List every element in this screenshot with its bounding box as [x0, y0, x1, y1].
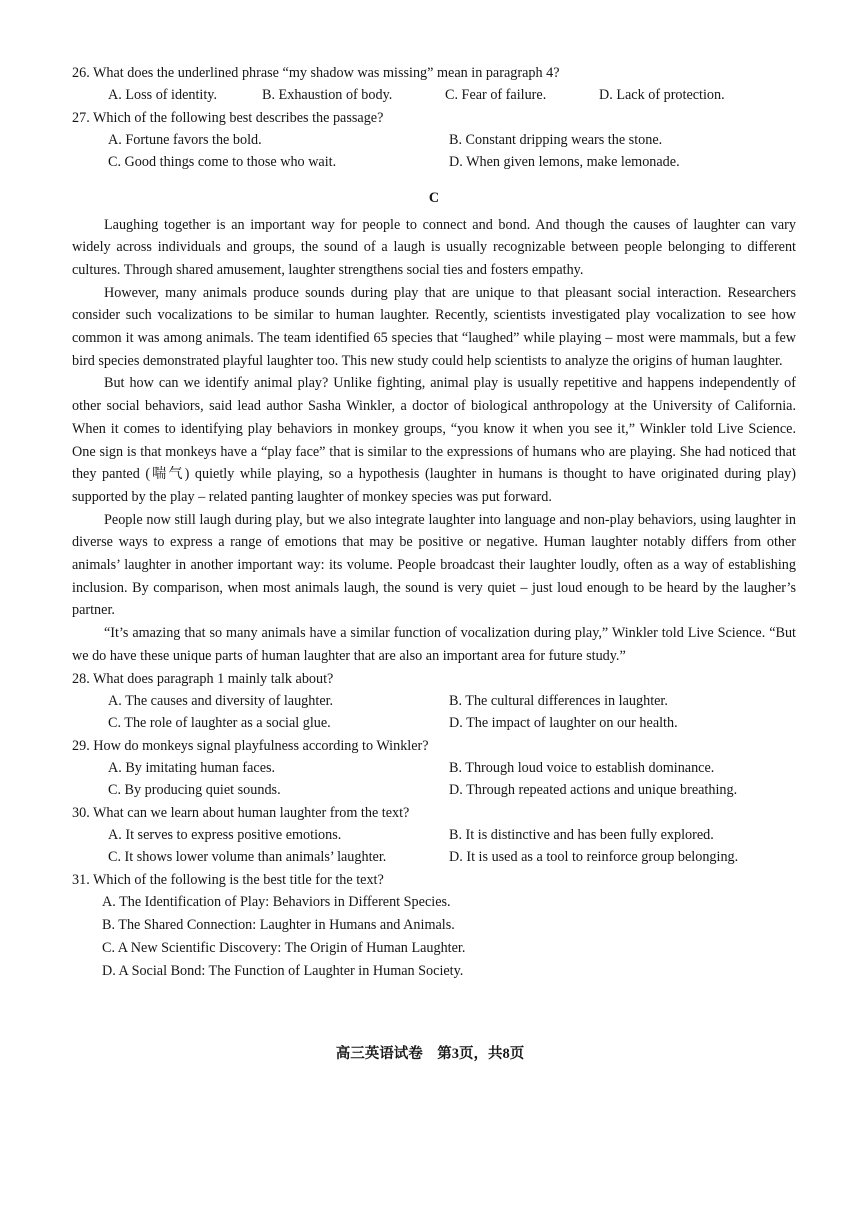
passage-c — [72, 214, 796, 668]
option-d: D. When given lemons, make lemonade. — [449, 154, 680, 170]
option-d: D. Through repeated actions and unique breathing. — [449, 782, 738, 799]
option-a: A. The causes and diversity of laughter. — [108, 692, 334, 709]
page-content — [72, 62, 796, 983]
passage-paragraph: But how can we identify animal play? Unlike fighting, animal play is usually repetitive and happens independently of other social behaviors, said lead author Sasha Winkler, a doctor of biological anthropology at the University of California. When it comes to identifying play behaviors in monkey groups, “you know it when you see it,” Winkler told Live Science. One sign is that monkeys have a “play face” that is similar to the expressions of humans who are playing. She had noticed that they panted (喘气) quietly while playing, so a hypothesis (laughter in humans is thought to have originated during play) supported by the play – related panting laughter of monkey species was put forward. — [72, 375, 796, 505]
passage-paragraph: Laughing together is an important way for people to connect and bond. And though the causes of laughter can vary widely across individuals and groups, the sound of a laugh is usually recognizable between people belonging to different cultures. Through shared amusement, laughter strengthens social ties and fosters empathy. — [72, 216, 796, 278]
option-c: C. It shows lower volume than animals’ laughter. — [108, 849, 387, 866]
options — [72, 690, 796, 735]
option-b: B. Constant dripping wears the stone. — [449, 131, 663, 148]
options — [72, 824, 796, 869]
option-b: B. The cultural differences in laughter. — [449, 692, 668, 709]
option-d: D. Lack of protection. — [599, 87, 725, 103]
options — [72, 757, 796, 802]
option-a: A. It serves to express positive emotions. — [108, 826, 342, 843]
options — [72, 84, 796, 107]
option-a: A. The Identification of Play: Behaviors in Different Species. — [102, 893, 451, 910]
option-b: B. Through loud voice to establish dominance. — [449, 759, 715, 776]
passage-paragraph: “It’s amazing that so many animals have a similar function of vocalization during play,” Winkler told Live Science. “But we do have these unique parts of human laughter that are also an important area for future study.” — [72, 625, 796, 664]
option-d: D. A Social Bond: The Function of Laughter in Human Society. — [102, 962, 464, 979]
question-29 — [72, 735, 796, 802]
option-a: A. Loss of identity. — [108, 87, 218, 103]
option-d: D. It is used as a tool to reinforce group belonging. — [449, 849, 739, 866]
option-c: C. The role of laughter as a social glue. — [108, 715, 331, 732]
question-stem: 27. Which of the following best describes the passage? — [72, 109, 384, 126]
option-a: A. By imitating human faces. — [108, 759, 276, 776]
option-a: A. Fortune favors the bold. — [108, 131, 262, 148]
passage-paragraph: However, many animals produce sounds during play that are unique to that pleasant social interaction. Researchers consider such vocalizations to be similar to human laughter. Recently, scientists investigated play vocalization to see how common it was among animals. The team identified 65 species that “laughed” while playing – most were mammals, but a few bird species demonstrated playful laughter too. This new study could help scientists to analyze the origins of human laughter. — [72, 284, 796, 369]
question-stem: 30. What can we learn about human laughter from the text? — [72, 804, 410, 821]
options — [72, 891, 796, 983]
options — [72, 129, 796, 174]
question-stem: 26. What does the underlined phrase “my shadow was missing” mean in paragraph 4? — [72, 65, 560, 81]
option-c: C. Fear of failure. — [445, 87, 547, 103]
option-d: D. The impact of laughter on our health. — [449, 715, 678, 732]
question-stem: 28. What does paragraph 1 mainly talk about? — [72, 670, 334, 687]
option-b: B. The Shared Connection: Laughter in Humans and Animals. — [102, 916, 455, 933]
option-b: B. It is distinctive and has been fully explored. — [449, 826, 714, 843]
option-c: C. Good things come to those who wait. — [108, 154, 337, 170]
question-28 — [72, 668, 796, 735]
page-footer: 高三英语试卷 第3页，共8页 — [335, 1046, 525, 1062]
question-31 — [72, 869, 796, 983]
question-27 — [72, 107, 796, 174]
question-stem: 29. How do monkeys signal playfulness according to Winkler? — [72, 737, 429, 754]
option-c: C. By producing quiet sounds. — [108, 782, 281, 799]
question-26 — [72, 62, 796, 107]
passage-paragraph: People now still laugh during play, but we also integrate laughter into language and non-play behaviors, using laughter in diverse ways to express a range of emotions that may be positive or negative. Human laughter notably differs from other animals’ laughter in another important way: its volume. People broadcast their laughter loudly, often as a way of establishing inclusion. By comparison, when most animals laugh, the sound is very quiet – just loud enough to be heard by the laugher’s partner. — [72, 511, 796, 619]
option-c: C. A New Scientific Discovery: The Origin of Human Laughter. — [102, 939, 466, 956]
option-b: B. Exhaustion of body. — [262, 87, 393, 103]
question-stem: 31. Which of the following is the best title for the text? — [72, 871, 384, 888]
question-30 — [72, 802, 796, 869]
section-heading: C — [428, 189, 440, 206]
